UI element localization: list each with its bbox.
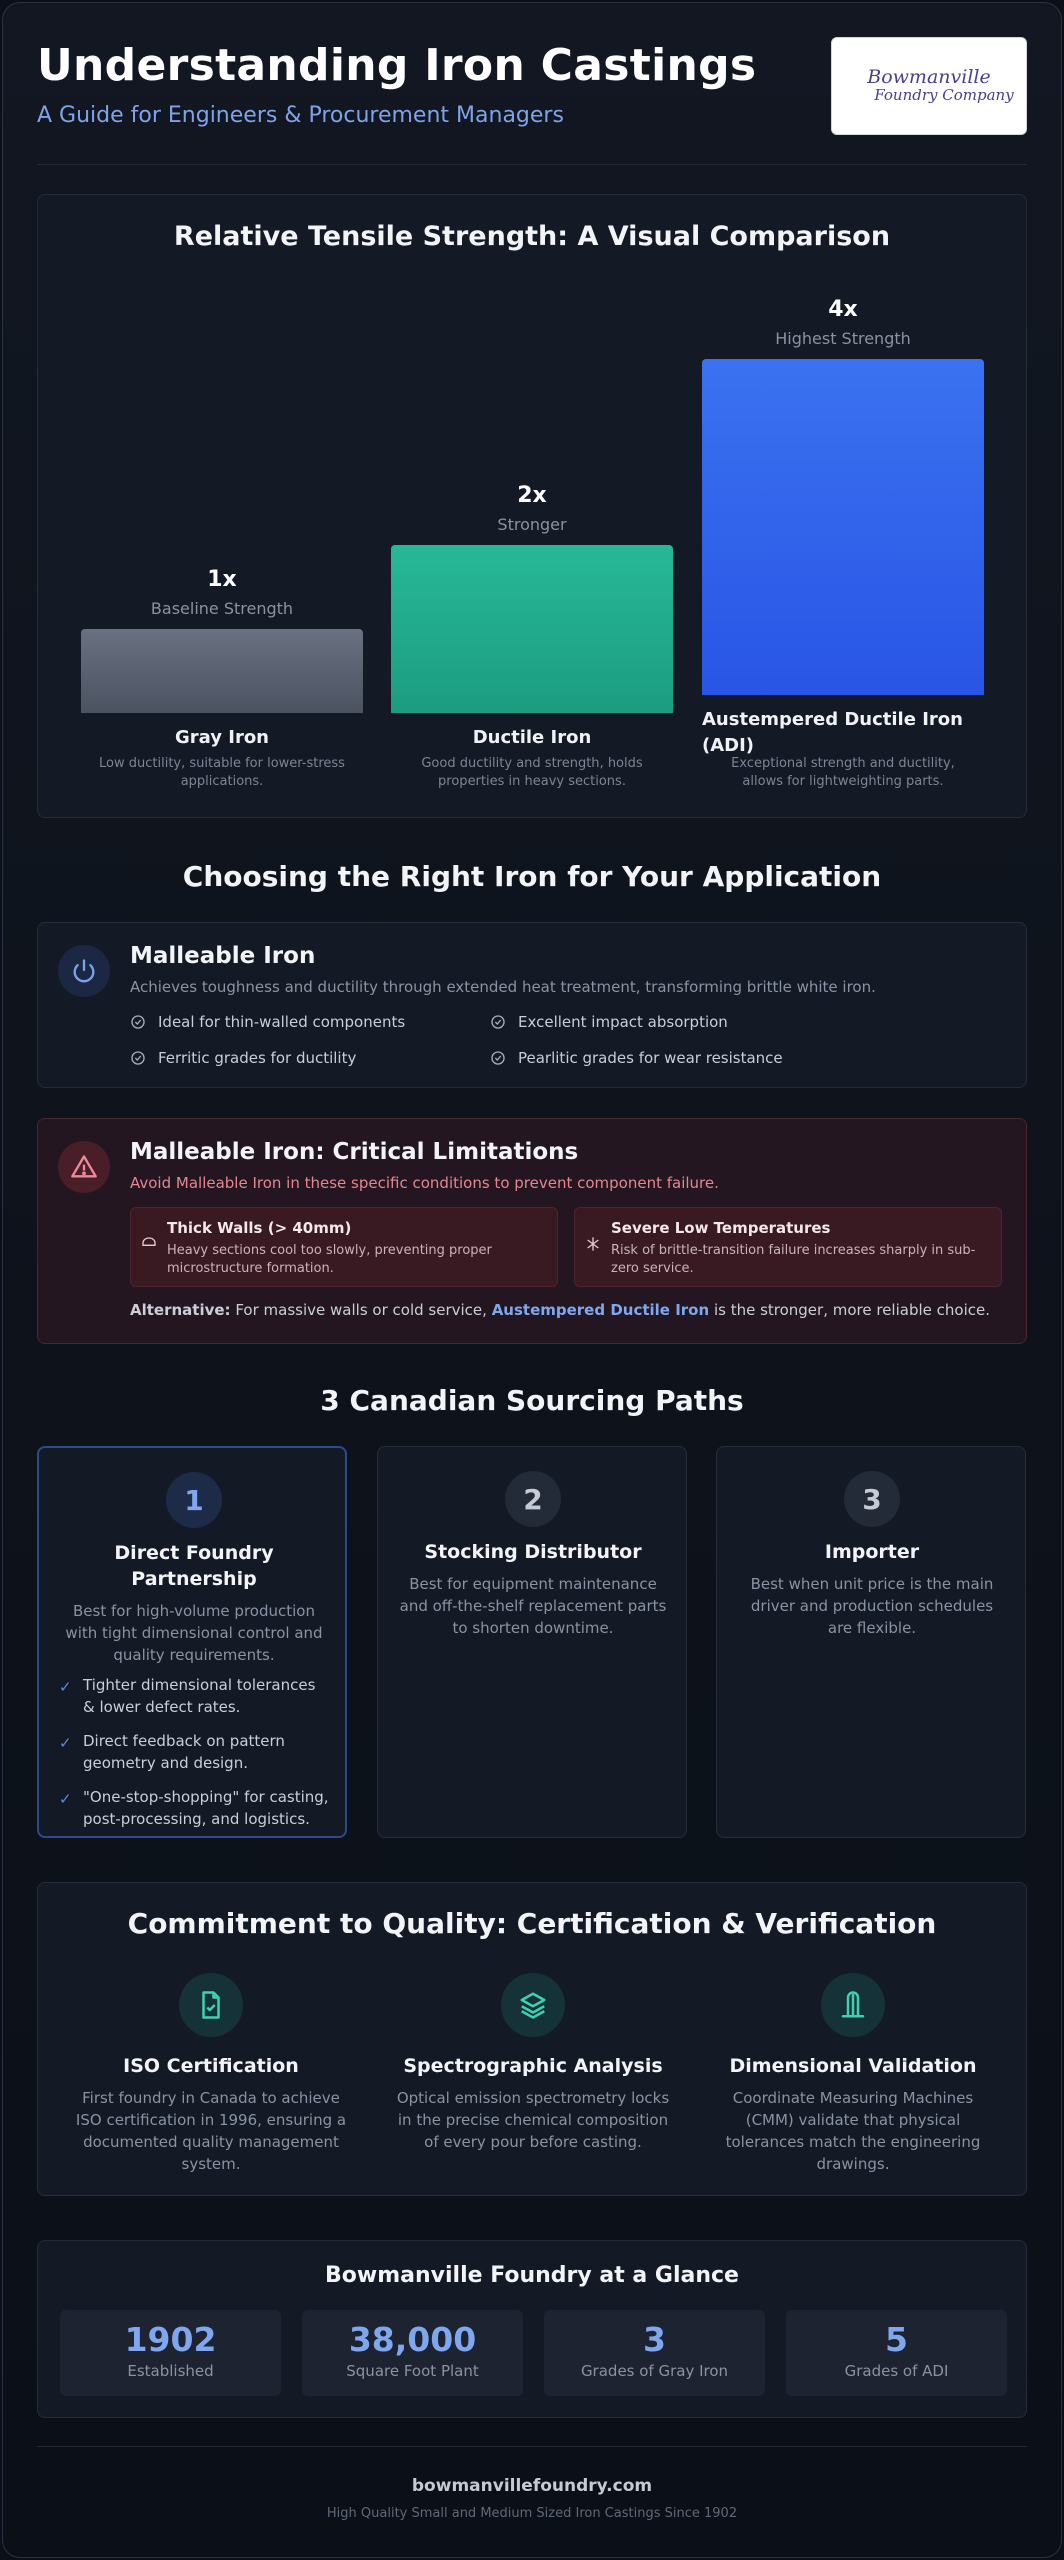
bar-sublabel: Stronger (497, 515, 567, 534)
bar-value-label: 1x (207, 567, 237, 592)
warning-icon (58, 1141, 110, 1193)
path-title: Direct Foundry Partnership (114, 1542, 274, 1590)
power-icon (58, 945, 110, 997)
sourcing-section-title: 3 Canadian Sourcing Paths (320, 1384, 744, 1417)
bar-group (702, 195, 984, 819)
malleable-feature-label: Excellent impact absorption (518, 1013, 728, 1031)
path-title: Stocking Distributor (424, 1541, 642, 1563)
malleable-iron-card (37, 922, 1027, 1088)
stat-label: Grades of Gray Iron (580, 2362, 729, 2380)
quality-item-title: Spectrographic Analysis (403, 2055, 663, 2077)
path-number: 2 (505, 1471, 561, 1527)
quality-item-desc: Coordinate Measuring Machines (CMM) validate that physical tolerances match the engineering drawings. (725, 2089, 981, 2173)
alternative-text: For massive walls or cold service, (235, 1301, 487, 1319)
alternative-text-end: is the stronger, more reliable choice. (713, 1301, 990, 1319)
check-circle-icon (130, 1014, 146, 1030)
quality-item-desc: Optical emission spectrometry locks in the precise chemical composition of every pour before casting. (396, 2089, 670, 2151)
malleable-feature (130, 1013, 405, 1031)
chart-title: Relative Tensile Strength: A Visual Comparison (173, 221, 891, 252)
list-item (59, 1674, 329, 1718)
malleable-subtitle: Achieves toughness and ductility through extended heat treatment, transforming brittle white iron. (130, 978, 876, 996)
stat-label: Grades of ADI (844, 2362, 949, 2380)
footer-tagline: High Quality Small and Medium Sized Iron Castings Since 1902 (326, 2506, 738, 2521)
stat-value: 3 (643, 2320, 666, 2359)
stat-tile (302, 2310, 523, 2396)
benefit-text: Direct feedback on pattern geometry and design. (83, 1732, 285, 1772)
caliper-icon (821, 1973, 885, 2037)
quality-item-title: ISO Certification (123, 2055, 299, 2077)
stat-tile (786, 2310, 1007, 2396)
check-circle-icon (490, 1014, 506, 1030)
document-check-icon (179, 1973, 243, 2037)
bar-category-label: Austempered Ductile Iron (ADI) (702, 709, 963, 756)
malleable-title: Malleable Iron (130, 943, 316, 969)
strength-chart-card (37, 194, 1027, 818)
page-subtitle: A Guide for Engineers & Procurement Managers (37, 103, 564, 128)
stat-value: 5 (885, 2320, 908, 2359)
header (37, 40, 1027, 140)
benefit-text: Tighter dimensional tolerances & lower defect rates. (83, 1676, 316, 1716)
check-circle-icon (130, 1050, 146, 1066)
layers-icon (141, 1236, 157, 1252)
bar-category-label: Ductile Iron (472, 727, 592, 748)
snowflake-icon (585, 1236, 601, 1252)
path-desc: Best for equipment maintenance and off-the-shelf replacement parts to shorten downtime. (399, 1575, 667, 1637)
limitation-title: Thick Walls (> 40mm) (167, 1219, 352, 1237)
check-icon: ✓ (59, 1734, 72, 1752)
sourcing-path-card (716, 1446, 1026, 1838)
bar-description: Good ductility and strength, holds properties in heavy sections. (421, 756, 643, 789)
path-desc: Best for high-volume production with tight dimensional control and quality requirements. (65, 1602, 323, 1664)
page-title: Understanding Iron Castings (37, 40, 757, 91)
malleable-feature (130, 1049, 356, 1067)
stat-tile (544, 2310, 765, 2396)
bar (81, 629, 363, 713)
quality-item-desc: First foundry in Canada to achieve ISO certification in 1996, ensuring a documented quality management system. (75, 2089, 347, 2173)
path-number: 3 (844, 1471, 900, 1527)
alternative-highlight: Austempered Ductile Iron (491, 1301, 710, 1319)
stat-label: Established (127, 2362, 214, 2380)
divider (37, 164, 1027, 165)
quality-item-title: Dimensional Validation (729, 2055, 977, 2077)
malleable-feature (490, 1013, 728, 1031)
glance-title: Bowmanville Foundry at a Glance (325, 2263, 739, 2288)
malleable-feature-label: Ferritic grades for ductility (158, 1049, 357, 1067)
benefit-text: "One-stop-shopping" for casting, post-processing, and logistics. (83, 1788, 329, 1828)
bar-group (81, 195, 363, 819)
bar-group (391, 195, 673, 819)
check-icon: ✓ (59, 1678, 72, 1696)
bar-description: Low ductility, suitable for lower-stress applications. (99, 756, 345, 789)
bar (391, 545, 673, 713)
check-icon: ✓ (59, 1790, 72, 1808)
stat-value: 1902 (124, 2320, 217, 2359)
bar-description: Exceptional strength and ductility, allows for lightweighting parts. (731, 756, 955, 789)
malleable-feature (490, 1049, 783, 1067)
divider (37, 2446, 1027, 2447)
quality-title: Commitment to Quality: Certification & Verification (127, 1907, 937, 1940)
list-item (59, 1730, 329, 1774)
limitation-desc: Heavy sections cool too slowly, preventing proper microstructure formation. (167, 1243, 492, 1276)
stat-value: 38,000 (348, 2320, 477, 2359)
malleable-feature-label: Ideal for thin-walled components (158, 1013, 406, 1031)
quality-card (37, 1882, 1027, 2196)
alternative-label: Alternative: (130, 1301, 231, 1319)
check-circle-icon (490, 1050, 506, 1066)
bar-category-label: Gray Iron (175, 727, 269, 748)
path-desc: Best when unit price is the main driver and production schedules are flexible. (750, 1575, 994, 1637)
alternative-note (130, 1301, 990, 1319)
bar-sublabel: Highest Strength (775, 329, 911, 348)
sourcing-path-card (377, 1446, 687, 1838)
path-title: Importer (824, 1541, 920, 1563)
logo-line-1: Bowmanville (867, 66, 991, 88)
stat-tile (60, 2310, 281, 2396)
limitations-card (37, 1118, 1027, 1344)
sourcing-path-card (37, 1446, 347, 1838)
limitation-desc: Risk of brittle-transition failure increases sharply in sub-zero service. (611, 1243, 976, 1276)
bar-value-label: 4x (828, 297, 858, 322)
malleable-feature-label: Pearlitic grades for wear resistance (518, 1049, 783, 1067)
path-number: 1 (166, 1472, 222, 1528)
company-logo (831, 37, 1027, 135)
limitations-title: Malleable Iron: Critical Limitations (130, 1139, 579, 1165)
bar-value-label: 2x (517, 483, 547, 508)
stat-label: Square Foot Plant (346, 2362, 479, 2380)
bar (702, 359, 984, 695)
limitations-subtitle: Avoid Malleable Iron in these specific conditions to prevent component failure. (130, 1174, 719, 1192)
bar-chart (38, 195, 1028, 819)
limitation-title: Severe Low Temperatures (611, 1219, 831, 1237)
choosing-section-title: Choosing the Right Iron for Your Application (182, 860, 882, 893)
limitation-box-thick-walls (130, 1207, 558, 1287)
footer-link[interactable]: bowmanvillefoundry.com (411, 2476, 653, 2496)
logo-line-2: Foundry Company (874, 86, 1014, 104)
layers-icon (501, 1973, 565, 2037)
list-item (59, 1786, 329, 1830)
limitation-box-low-temps (574, 1207, 1002, 1287)
path-benefits (59, 1674, 329, 1842)
bar-sublabel: Baseline Strength (150, 599, 294, 618)
